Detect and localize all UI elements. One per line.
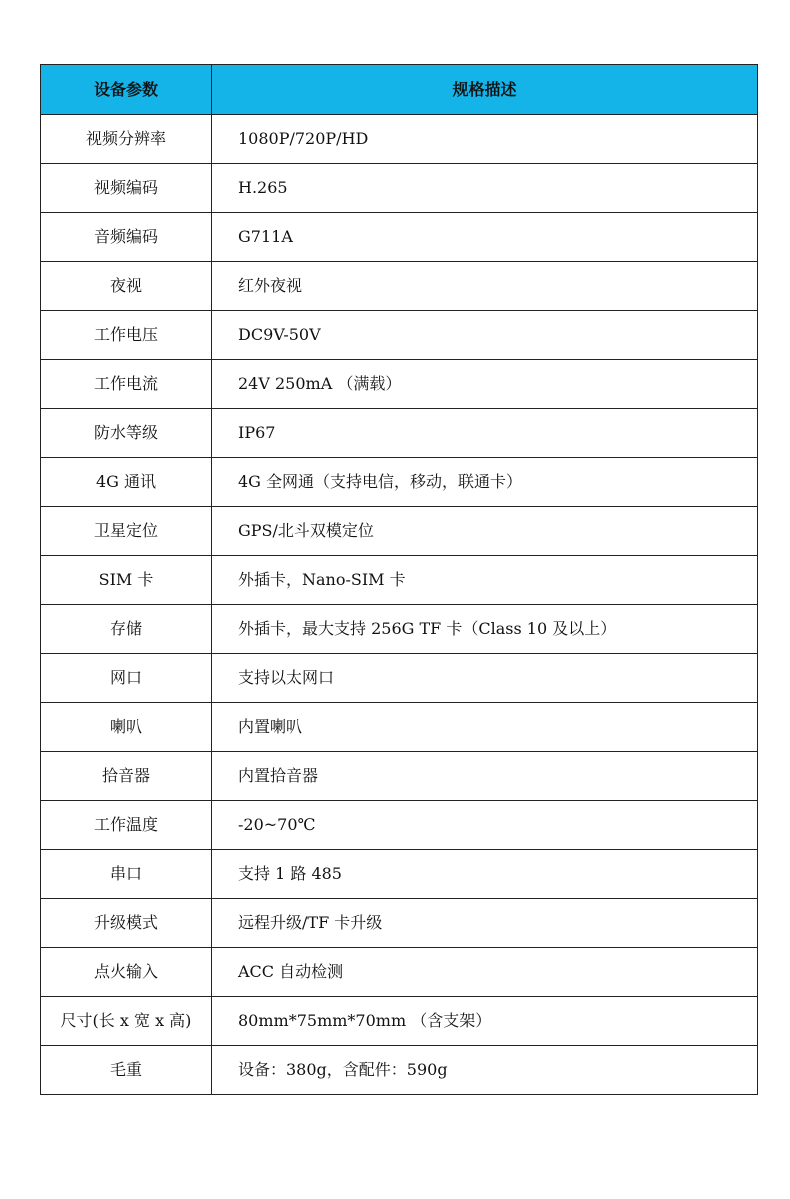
- row-param: 存储: [41, 605, 212, 654]
- table-row: [41, 115, 758, 164]
- spec-table: [40, 64, 758, 1095]
- table-row: [41, 213, 758, 262]
- table-row: [41, 899, 758, 948]
- row-param: 视频分辨率: [41, 115, 212, 164]
- row-param: 工作电流: [41, 360, 212, 409]
- table-row: [41, 262, 758, 311]
- table-row: [41, 654, 758, 703]
- row-desc: 支持以太网口: [212, 654, 758, 703]
- row-param: 夜视: [41, 262, 212, 311]
- row-param: 工作温度: [41, 801, 212, 850]
- table-row: [41, 360, 758, 409]
- row-desc: GPS/北斗双模定位: [212, 507, 758, 556]
- row-desc: 红外夜视: [212, 262, 758, 311]
- table-row: [41, 948, 758, 997]
- table-row: [41, 507, 758, 556]
- row-desc: -20~70℃: [212, 801, 758, 850]
- row-param: 点火输入: [41, 948, 212, 997]
- table-row: [41, 409, 758, 458]
- table-row: [41, 311, 758, 360]
- table-row: [41, 752, 758, 801]
- table-row: [41, 997, 758, 1046]
- row-desc: 外插卡，最大支持 256G TF 卡（Class 10 及以上）: [212, 605, 758, 654]
- header-param: 设备参数: [41, 65, 212, 115]
- table-row: [41, 1046, 758, 1095]
- row-desc: 80mm*75mm*70mm （含支架）: [212, 997, 758, 1046]
- row-desc: 24V 250mA （满载）: [212, 360, 758, 409]
- row-desc: 远程升级/TF 卡升级: [212, 899, 758, 948]
- row-param: 毛重: [41, 1046, 212, 1095]
- row-desc: 4G 全网通（支持电信，移动，联通卡）: [212, 458, 758, 507]
- table-header-row: [41, 65, 758, 115]
- header-desc: 规格描述: [212, 65, 758, 115]
- table-row: [41, 801, 758, 850]
- row-param: 拾音器: [41, 752, 212, 801]
- row-param: 防水等级: [41, 409, 212, 458]
- row-desc: 内置拾音器: [212, 752, 758, 801]
- row-desc: G711A: [212, 213, 758, 262]
- row-param: SIM 卡: [41, 556, 212, 605]
- row-desc: H.265: [212, 164, 758, 213]
- row-desc: 支持 1 路 485: [212, 850, 758, 899]
- table-row: [41, 605, 758, 654]
- table-row: [41, 458, 758, 507]
- row-param: 喇叭: [41, 703, 212, 752]
- row-param: 视频编码: [41, 164, 212, 213]
- row-param: 升级模式: [41, 899, 212, 948]
- table-row: [41, 164, 758, 213]
- row-desc: DC9V-50V: [212, 311, 758, 360]
- row-desc: IP67: [212, 409, 758, 458]
- table-row: [41, 850, 758, 899]
- row-param: 尺寸(长 x 宽 x 高): [41, 997, 212, 1046]
- row-desc: ACC 自动检测: [212, 948, 758, 997]
- row-desc: 设备：380g，含配件：590g: [212, 1046, 758, 1095]
- row-param: 网口: [41, 654, 212, 703]
- row-param: 串口: [41, 850, 212, 899]
- row-desc: 外插卡，Nano-SIM 卡: [212, 556, 758, 605]
- row-desc: 内置喇叭: [212, 703, 758, 752]
- row-desc: 1080P/720P/HD: [212, 115, 758, 164]
- row-param: 工作电压: [41, 311, 212, 360]
- table-row: [41, 556, 758, 605]
- row-param: 卫星定位: [41, 507, 212, 556]
- row-param: 音频编码: [41, 213, 212, 262]
- table-row: [41, 703, 758, 752]
- row-param: 4G 通讯: [41, 458, 212, 507]
